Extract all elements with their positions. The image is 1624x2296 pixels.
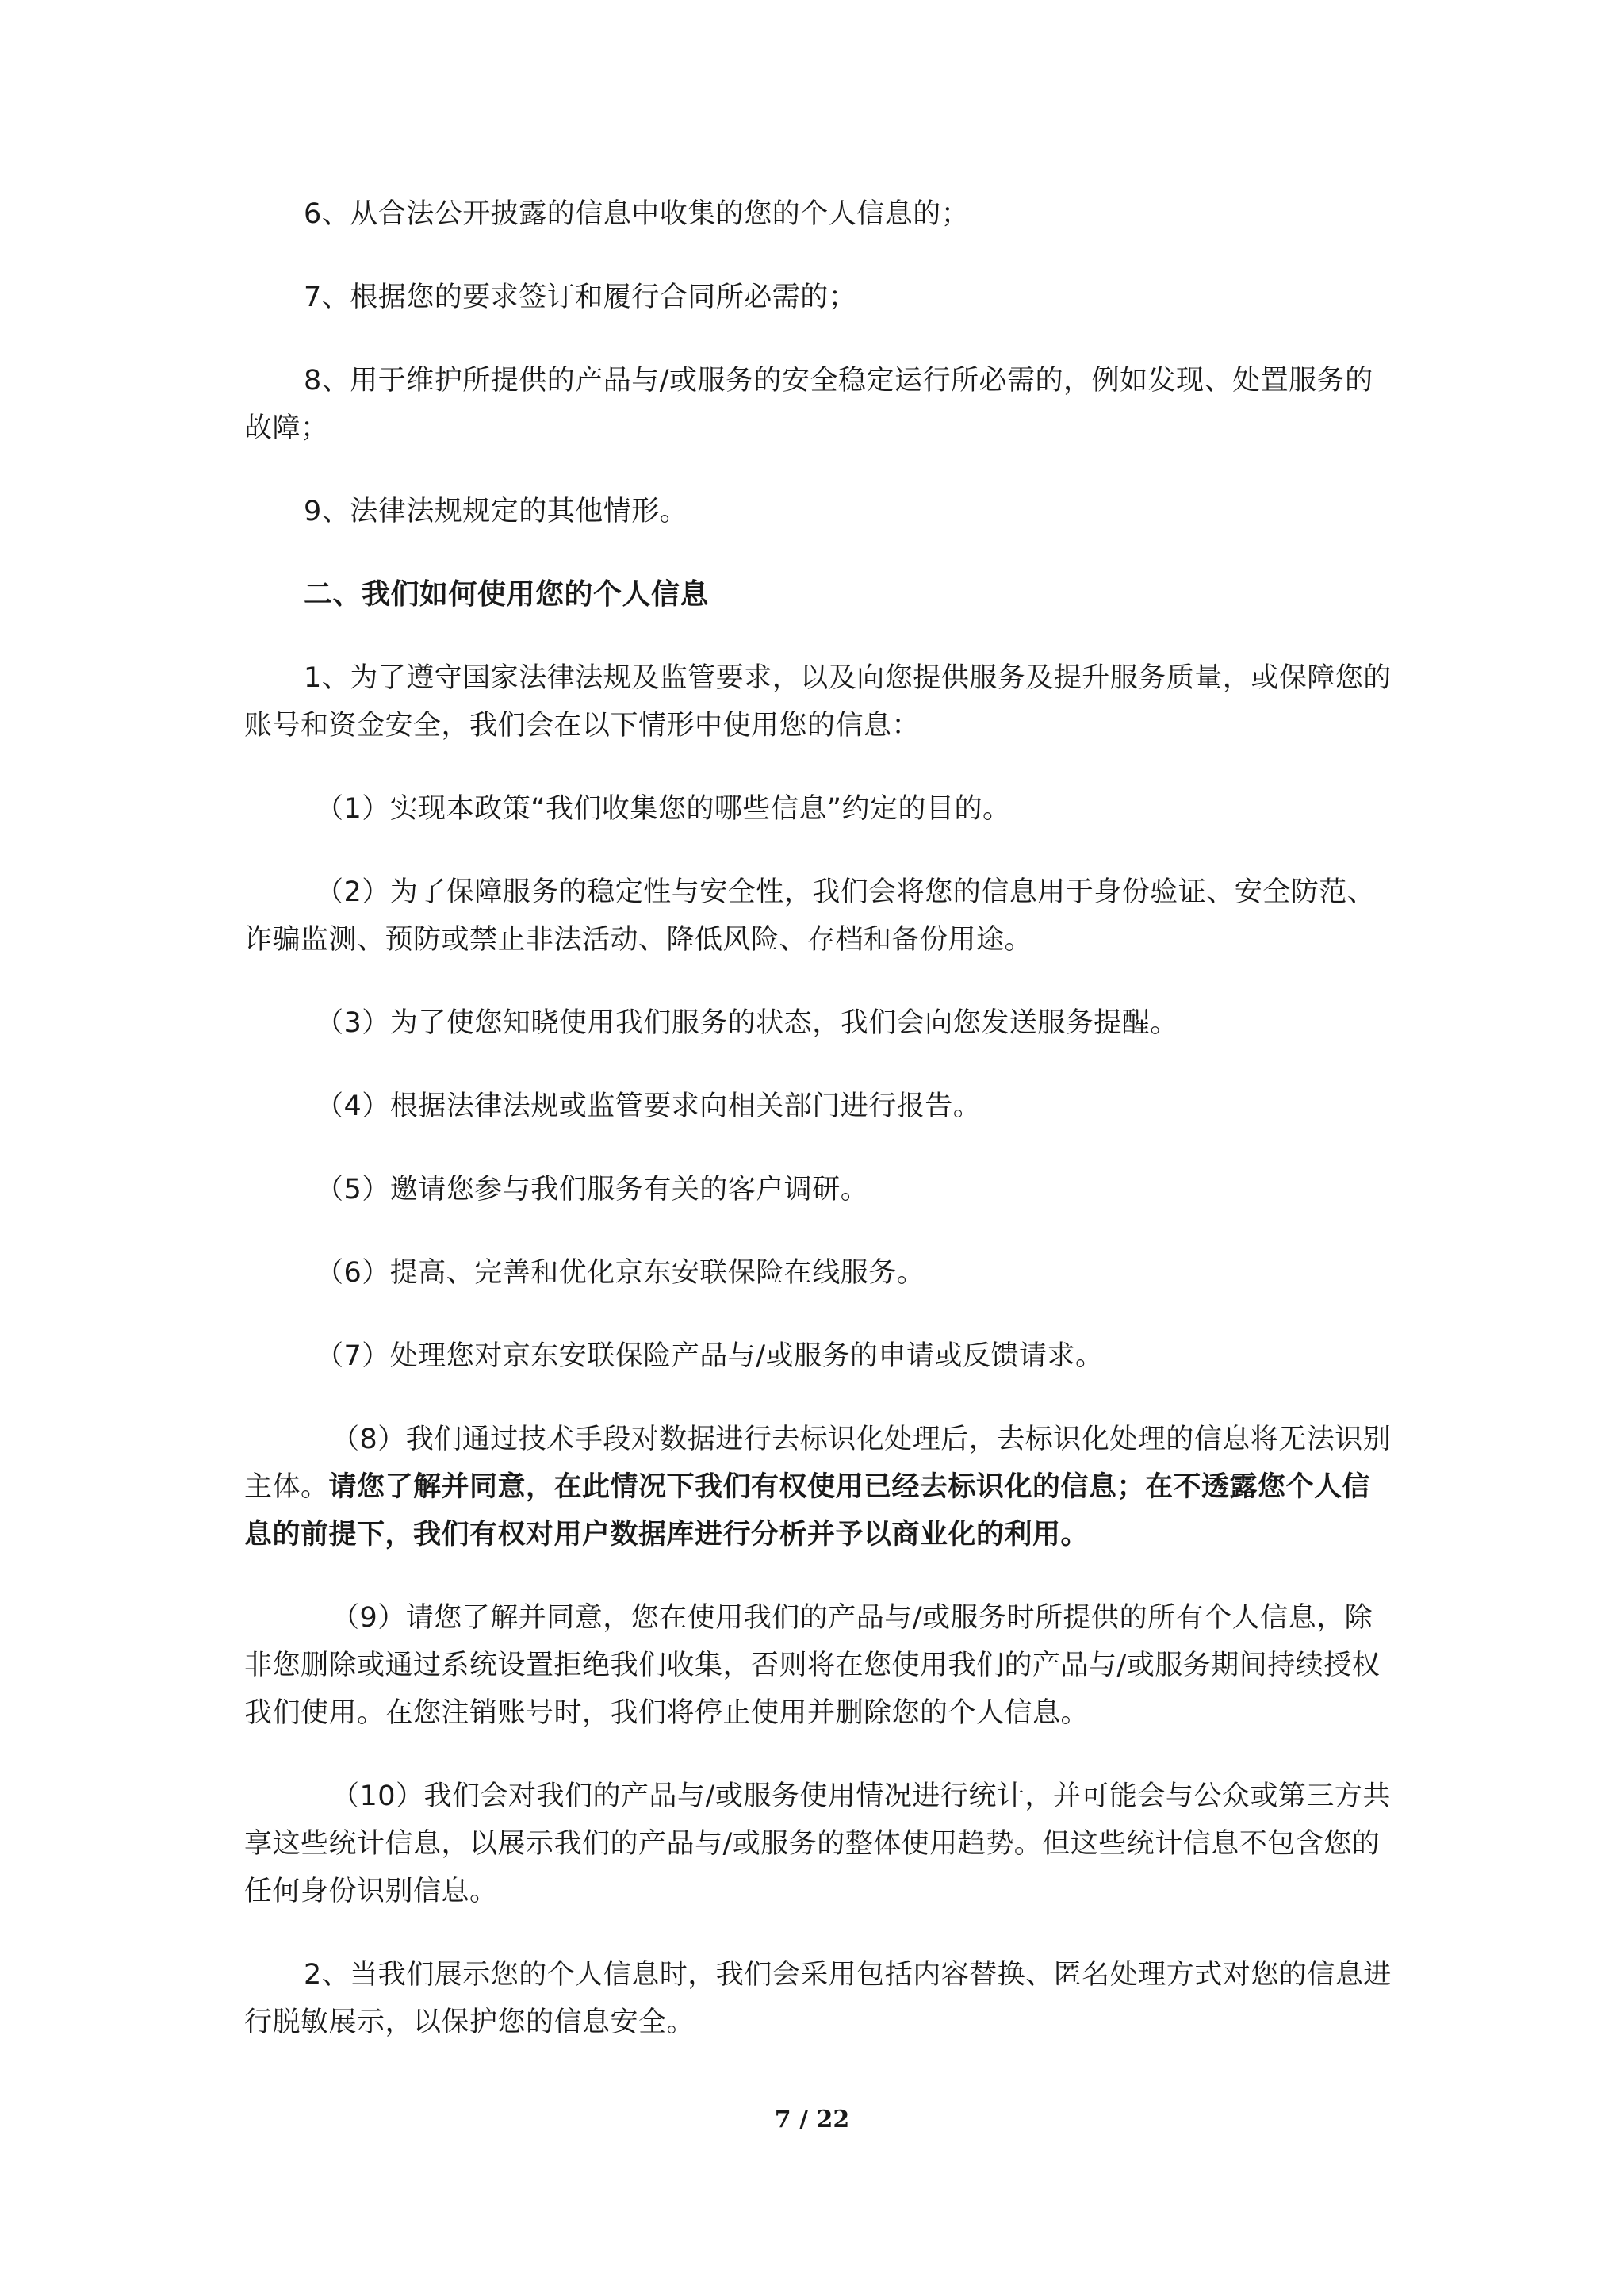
list-item-1: （1）实现本政策“我们收集您的哪些信息”约定的目的。 <box>316 793 1011 825</box>
list-item-4: （4）根据法律法规或监管要求向相关部门进行报告。 <box>316 1091 982 1122</box>
paragraph-section-1: 1、为了遵守国家法律法规及监管要求，以及向您提供服务及提升服务质量，或保障您的账号和资金安全，我们会在以下情形中使用您的信息： <box>244 662 1392 742</box>
section-heading: 二、我们如何使用您的个人信息 <box>304 578 710 611</box>
list-item-7: （7）处理您对京东安联保险产品与/或服务的申请或反馈请求。 <box>316 1340 1104 1372</box>
document-body <box>244 190 1394 2082</box>
list-item-8 <box>244 1416 1394 1558</box>
list-item-5: （5）邀请您参与我们服务有关的客户调研。 <box>316 1174 869 1205</box>
paragraph-item-9: 9、法律法规规定的其他情形。 <box>304 496 688 527</box>
paragraph-item-8: 8、用于维护所提供的产品与/或服务的安全稳定运行所必需的，例如发现、处置服务的故障； <box>244 365 1373 444</box>
list-item-6: （6）提高、完善和优化京东安联保险在线服务。 <box>316 1257 925 1289</box>
list-item-10: （10）我们会对我们的产品与/或服务使用情况进行统计，并可能会与公众或第三方共享这些统计信息，以展示我们的产品与/或服务的整体使用趋势。但这些统计信息不包含您的任何身份识别信息。 <box>244 1780 1391 1907</box>
list-item-3: （3）为了使您知晓使用我们服务的状态，我们会向您发送服务提醒。 <box>316 1007 1178 1039</box>
page-number: 7 / 22 <box>774 2106 850 2133</box>
list-item-8-bold-text: 请您了解并同意，在此情况下我们有权使用已经去标识化的信息；在不透露您个人信息的前提下，我们有权对用户数据库进行分析并予以商业化的利用。 <box>244 1471 1371 1550</box>
paragraph-item-6: 6、从合法公开披露的信息中收集的您的个人信息的； <box>304 198 970 230</box>
list-item-2: （2）为了保障服务的稳定性与安全性，我们会将您的信息用于身份验证、安全防范、诈骗监测、预防或禁止非法活动、降低风险、存档和备份用途。 <box>244 876 1376 956</box>
list-item-9: （9）请您了解并同意，您在使用我们的产品与/或服务时所提供的所有个人信息，除非您删除或通过系统设置拒绝我们收集，否则将在您使用我们的产品与/或服务期间持续授权我们使用。在您注销账号时，我们将停止使用并删除您的个人信息。 <box>244 1602 1381 1729</box>
paragraph-item-7: 7、根据您的要求签订和履行合同所必需的； <box>304 282 857 313</box>
paragraph-section-2: 2、当我们展示您的个人信息时，我们会采用包括内容替换、匿名处理方式对您的信息进行脱敏展示，以保护您的信息安全。 <box>244 1959 1392 2038</box>
list-item-8-text: （8）我们通过技术手段对数据进行去标识化处理后，去标识化处理的信息将无法识别主体。 <box>244 1424 1392 1503</box>
